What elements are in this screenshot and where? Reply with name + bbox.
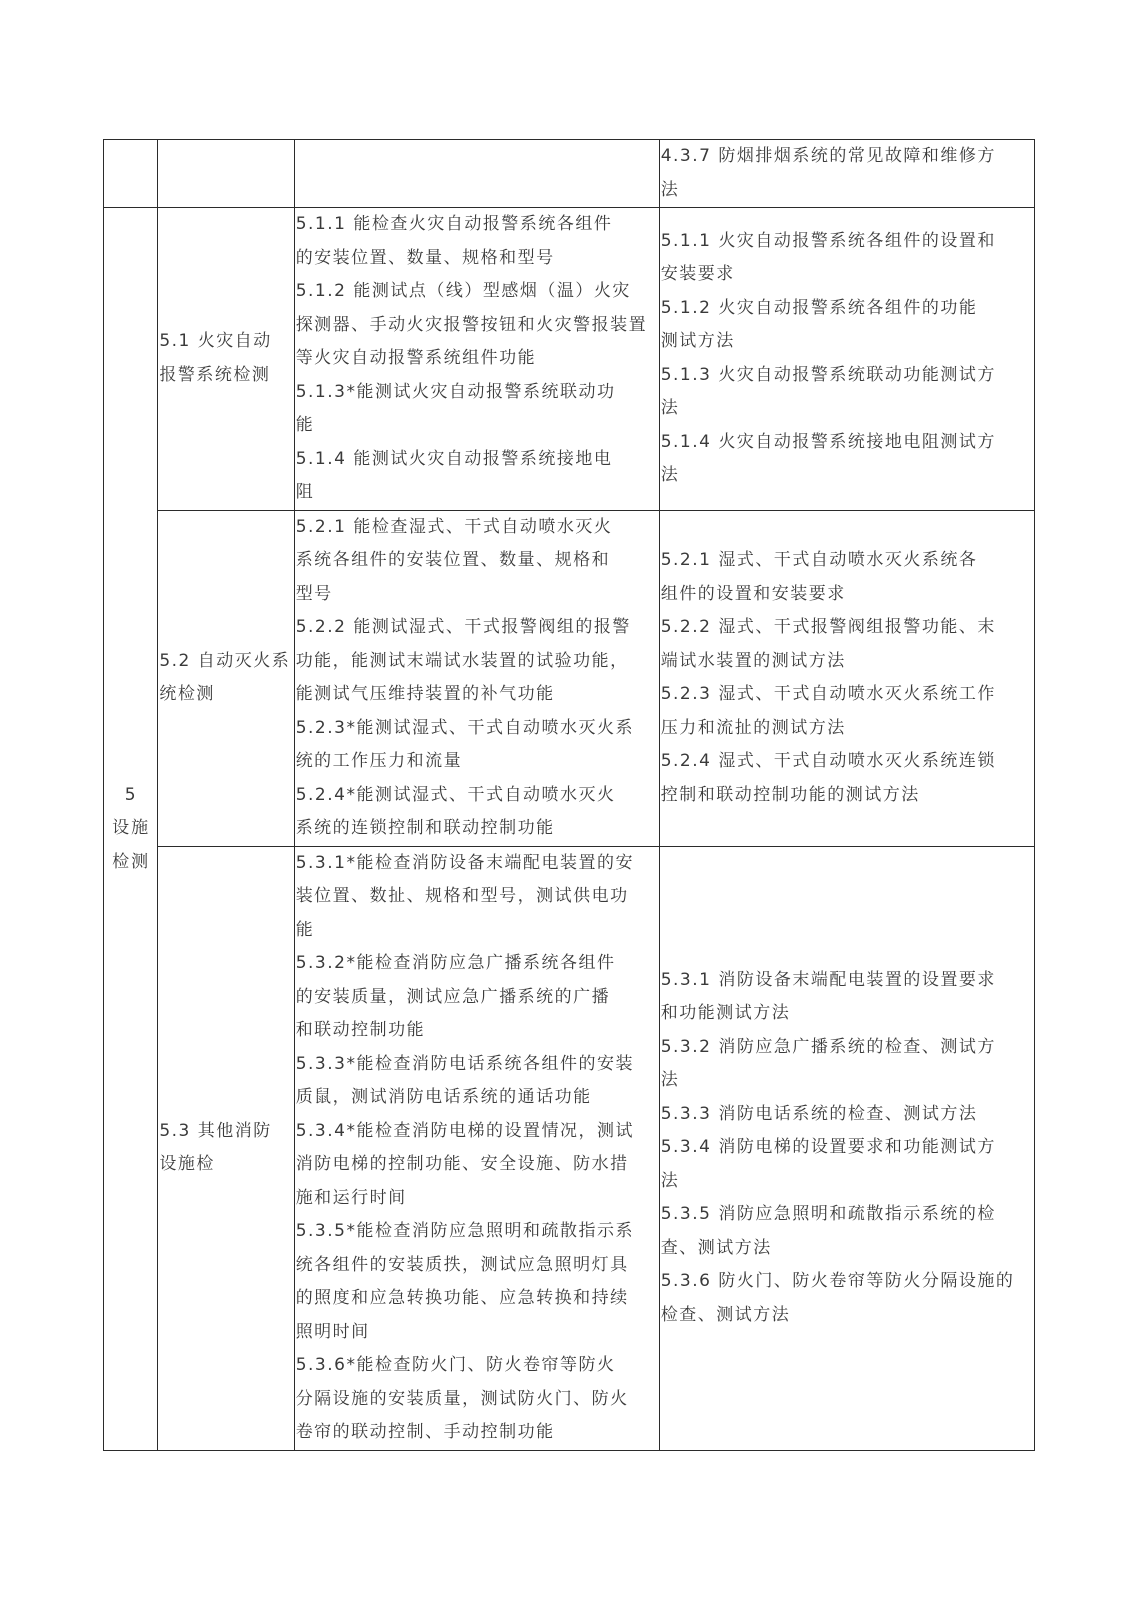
text-line: 5.1.4 火灾自动报警系统接地电阻测试方 [660,431,996,452]
text-line: 5.1.2 能测试点（线）型感烟（温）火灾 [295,281,631,301]
skill-item [296,1048,659,1115]
text-line: 5.2.2 能测试湿式、干式报警阀组的报警 [295,617,631,637]
skill-cell [294,510,659,846]
text-line: 阻 [295,482,315,502]
text-line: 和功能测试方法 [660,1003,791,1024]
knowledge-cell [659,140,1034,208]
knowledge-item [661,426,1034,493]
knowledge-item [661,745,1034,812]
text-line: 5.3.3 消防电话系统的检查、测试方法 [660,1103,978,1124]
chapter-title-line: 检测 [112,851,151,872]
knowledge-item [661,678,1034,745]
text-line: 5.2.4*能测试湿式、干式自动喷水灭火 [295,784,616,805]
text-line: 5.1.1 能检查火灾自动报警系统各组件 [295,214,613,234]
text-line: 压力和流扯的测试方法 [660,717,846,738]
standards-table [103,139,1035,1451]
text-line: 测试方法 [660,331,735,352]
skill-item [296,443,659,510]
text-line: 5.3.6*能检查防火门、防火卷帘等防火 [295,1355,616,1375]
unit-title-line: 统检测 [159,684,215,704]
skill-item [296,1115,659,1216]
knowledge-item [661,1098,1034,1132]
text-line: 法 [660,179,680,200]
text-line: 控制和联动控制功能的测试方法 [660,784,920,805]
text-line: 5.3.3*能检查消防电话系统各组件的安装 [295,1053,634,1074]
continuation-row [104,140,1035,208]
section-row-5-3 [104,846,1035,1450]
knowledge-item [661,225,1034,292]
unit-cell-empty [158,140,294,208]
text-line: 消防电梯的控制功能、安全设施、防水措 [295,1154,629,1174]
skill-item [296,275,659,376]
text-line: 统各组件的安装质抶，测试应急照明灯具 [295,1254,629,1275]
text-line: 5.1.2 火灾自动报警系统各组件的功能 [660,297,978,318]
text-line: 检查、测试方法 [660,1304,791,1325]
text-line: 卷帘的联动控制、手动控制功能 [295,1422,555,1442]
skill-item [296,511,659,612]
text-line: 系统各组件的安装位置、数量、规格和 [295,550,611,570]
unit-title-line: 报警系统检测 [159,364,271,385]
text-line: 5.3.5*能检查消防应急照明和疏散指示系 [295,1221,634,1241]
text-line: 法 [660,465,680,486]
skill-item [296,947,659,1048]
text-line: 的照度和应急转换功能、应急转换和持续 [295,1288,629,1308]
knowledge-item [661,544,1034,611]
unit-title-line: 5.3 其他消防 [159,1120,272,1141]
text-line: 5.2.1 能检查湿式、干式自动喷水灭火 [295,516,613,537]
skill-item [296,1215,659,1349]
chapter-title-line: 设施 [112,818,151,838]
text-line: 5.3.4 消防电梯的设置要求和功能测试方 [660,1137,996,1158]
knowledge-item [661,1265,1034,1332]
knowledge-cell [659,510,1034,846]
skill-item [296,847,659,948]
text-line: 等火灾自动报警系统组件功能 [295,348,537,368]
text-line: 5.3.2 消防应急广播系统的检查、测试方 [660,1036,996,1057]
skill-item [296,712,659,779]
knowledge-item [661,292,1034,359]
unit-title-line: 5.1 火灾自动 [159,331,272,352]
text-line: 5.2.1 湿式、干式自动喷水灭火系统各 [660,550,978,570]
text-line: 5.1.4 能测试火灾自动报警系统接地电 [295,448,613,469]
text-line: 5.3.1*能检查消防设备末端配电装置的安 [295,852,634,873]
text-line: 分隔设施的安装质量，测试防火门、防火 [295,1388,629,1409]
text-line: 端试水装置的测试方法 [660,650,846,671]
text-line: 5.1.1 火灾自动报警系统各组件的设置和 [660,230,996,251]
knowledge-item [661,1131,1034,1198]
text-line: 组件的设置和安装要求 [660,583,846,604]
text-line: 能 [295,919,315,940]
text-line: 5.3.5 消防应急照明和疏散指示系统的检 [660,1204,996,1225]
unit-title-line: 设施检 [159,1154,215,1174]
text-line: 能测试气压维持装置的补气功能 [295,684,555,704]
text-line: 安装要求 [660,264,735,285]
skill-item [296,779,659,846]
text-line: 4.3.7 防烟排烟系统的常见故障和维修方 [660,146,996,166]
knowledge-item [661,1031,1034,1098]
skill-item [296,376,659,443]
text-line: 的安装位置、数量、规格和型号 [295,247,555,268]
text-line: 5.3.1 消防设备末端配电装置的设置要求 [660,969,996,990]
text-line: 装位置、数扯、规格和型号，测试供电功 [295,886,629,906]
text-line: 施和运行时间 [295,1187,407,1208]
skill-cell [294,208,659,511]
text-line: 型号 [295,583,333,604]
text-line: 法 [660,1170,680,1191]
text-line: 查、测试方法 [660,1237,772,1258]
skill-item [296,1349,659,1450]
text-line: 质鼠，测试消防电话系统的通话功能 [295,1087,592,1107]
section-row-5-1 [104,208,1035,511]
text-line: 5.1.3 火灾自动报警系统联动功能测试方 [660,364,996,385]
text-line: 法 [660,1070,680,1091]
text-line: 的安装质量，测试应急广播系统的广播 [295,986,611,1007]
section-row-5-2 [104,510,1035,846]
chapter-number: 5 [124,784,138,805]
text-line: 5.1.3*能测试火灾自动报警系统联动功 [295,381,616,402]
text-line: 照明时间 [295,1321,370,1342]
knowledge-item [661,964,1034,1031]
chapter-cell [104,208,158,1451]
text-line: 功能，能测试末端试水装置的试验功能， [295,650,629,671]
text-line: 探测器、手动火灾报警按钮和火灾警报装置 [295,314,648,335]
knowledge-item [661,1198,1034,1265]
text-line: 5.3.2*能检查消防应急广播系统各组件 [295,953,616,973]
text-line: 5.2.3 湿式、干式自动喷水灭火系统工作 [660,684,996,704]
knowledge-cell [659,208,1034,511]
skill-cell [294,846,659,1450]
text-line: 统的工作压力和流量 [295,751,463,771]
unit-cell [158,510,294,846]
unit-title-line: 5.2 自动灭火系 [159,650,291,671]
skill-item [296,208,659,275]
text-line: 法 [660,398,680,419]
text-line: 5.2.4 湿式、干式自动喷水灭火系统连锁 [660,751,996,771]
chapter-cell-empty [104,140,158,208]
knowledge-item [661,611,1034,678]
skill-cell-empty [294,140,659,208]
text-line: 5.2.2 湿式、干式报警阀组报警功能、末 [660,617,996,637]
skill-item [296,611,659,712]
text-line: 能 [295,415,315,435]
text-line: 5.3.6 防火门、防火卷帘等防火分隔设施的 [660,1271,1015,1292]
text-line: 5.2.3*能测试湿式、干式自动喷水灭火系 [295,717,634,738]
unit-cell [158,846,294,1450]
unit-cell [158,208,294,511]
text-line: 和联动控制功能 [295,1020,426,1040]
knowledge-cell [659,846,1034,1450]
text-line: 系统的连锁控制和联动控制功能 [295,818,555,838]
knowledge-item [661,359,1034,426]
text-line: 5.3.4*能检查消防电梯的设置情况，测试 [295,1120,634,1141]
